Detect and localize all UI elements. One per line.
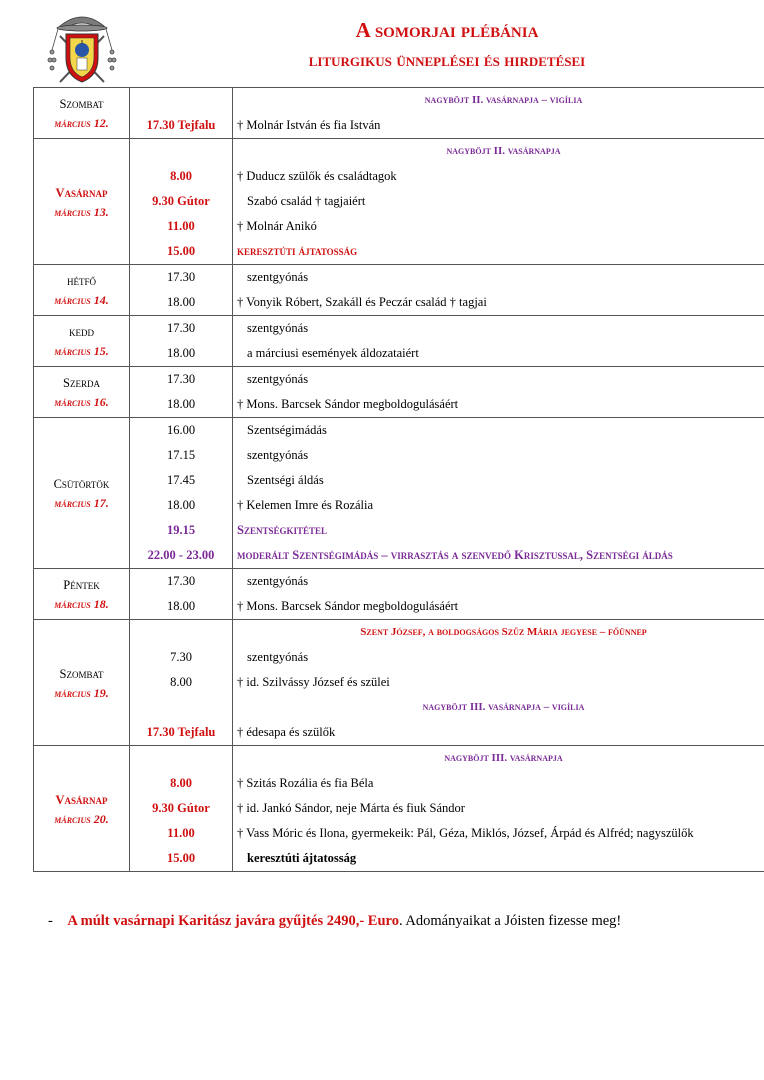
liturgical-heading: nagyböjt II. vasárnapja xyxy=(446,145,561,157)
day-name: hétfő xyxy=(67,274,96,288)
event-text: szentgyónás xyxy=(247,270,309,284)
time-cell xyxy=(130,620,233,746)
event-time xyxy=(130,746,232,771)
event-cell xyxy=(233,88,764,139)
event-cell xyxy=(233,620,764,746)
event-text: † Mons. Barcsek Sándor megboldogulásáért xyxy=(237,599,459,613)
day-row xyxy=(34,316,764,367)
event-time xyxy=(130,695,232,720)
day-row xyxy=(34,265,764,316)
day-cell xyxy=(34,88,130,139)
announcement-dash: - xyxy=(48,913,53,929)
day-date: március 13. xyxy=(54,204,109,219)
event-cell xyxy=(233,316,764,367)
liturgical-heading: nagyböjt III. vasárnapja xyxy=(444,752,563,764)
event-time: 11.00 xyxy=(167,826,195,840)
day-cell xyxy=(34,746,130,872)
event-text: † Mons. Barcsek Sándor megboldogulásáért xyxy=(237,397,459,411)
event-time: 18.00 xyxy=(166,599,196,613)
day-cell xyxy=(34,620,130,746)
day-cell xyxy=(34,265,130,316)
page-subtitle: liturgikus ünneplései és hirdetései xyxy=(308,50,586,70)
event-time: 16.00 xyxy=(166,423,196,437)
event-cell xyxy=(233,367,764,418)
day-row xyxy=(34,367,764,418)
time-cell xyxy=(130,139,233,265)
event-time: 17.30 Tejfalu xyxy=(146,725,216,739)
event-cell xyxy=(233,569,764,620)
announcement-text: . Adományaikat a Jóisten fizesse meg! xyxy=(398,913,622,929)
day-row xyxy=(34,620,764,746)
event-text: † Molnár Anikó xyxy=(237,219,317,233)
event-time: 17.45 xyxy=(166,473,196,487)
event-time: 18.00 xyxy=(166,498,196,512)
event-text: szentgyónás xyxy=(247,321,309,335)
day-row xyxy=(34,569,764,620)
event-text: † Kelemen Imre és Rozália xyxy=(237,498,374,512)
event-text: † Vonyik Róbert, Szakáll és Peczár család † tagjai xyxy=(237,295,487,309)
time-cell xyxy=(130,316,233,367)
day-cell xyxy=(34,316,130,367)
event-cell xyxy=(233,265,764,316)
day-cell xyxy=(34,367,130,418)
event-time: 15.00 xyxy=(166,244,196,258)
day-name: Péntek xyxy=(63,578,100,592)
event-time: 7.30 xyxy=(170,650,192,664)
day-name: Csütörtök xyxy=(53,477,110,491)
event-text: † Molnár István és fia István xyxy=(237,118,381,132)
liturgical-heading: nagyböjt III. vasárnapja – vigília xyxy=(422,701,585,713)
event-cell xyxy=(233,418,764,569)
day-name: kedd xyxy=(69,325,94,339)
event-text: Szentségi áldás xyxy=(247,473,324,487)
day-date: március 12. xyxy=(54,116,109,130)
event-time: 22.00 - 23.00 xyxy=(147,548,215,562)
event-text: szentgyónás xyxy=(247,372,309,386)
time-cell xyxy=(130,88,233,139)
event-time: 18.00 xyxy=(166,295,196,309)
announcement-highlight: A múlt vasárnapi Karitász javára gyűjtés 2490,- Euro xyxy=(67,913,399,929)
event-text: † Duducz szülők és családtagok xyxy=(237,169,397,183)
day-name: Vasárnap xyxy=(55,185,108,200)
day-row xyxy=(34,418,764,569)
event-time xyxy=(130,88,232,113)
event-time: 8.00 xyxy=(170,675,192,689)
event-time: 17.30 xyxy=(166,372,196,386)
day-row xyxy=(34,139,764,265)
time-cell xyxy=(130,418,233,569)
day-row xyxy=(34,88,764,139)
event-text: szentgyónás xyxy=(247,574,309,588)
day-date: március 16. xyxy=(54,395,109,409)
event-time: 17.30 Tejfalu xyxy=(146,118,216,132)
event-time: 11.00 xyxy=(167,219,195,233)
event-text: moderált Szentségimádás – virrasztás a szenvedő Krisztussal, Szentségi áldás xyxy=(237,548,673,562)
event-text: † id. Szilvássy József és szülei xyxy=(237,675,390,689)
day-row xyxy=(34,746,764,872)
event-time: 9.30 Gútor xyxy=(152,801,210,815)
event-time: 8.00 xyxy=(170,169,192,183)
announcement xyxy=(48,913,621,930)
event-time: 17.30 xyxy=(166,321,196,335)
day-cell xyxy=(34,139,130,265)
day-cell xyxy=(34,418,130,569)
event-time: 9.30 Gútor xyxy=(152,194,210,208)
event-time: 18.00 xyxy=(166,397,196,411)
event-time: 15.00 xyxy=(166,851,196,865)
event-cell xyxy=(233,139,764,265)
event-time xyxy=(130,139,232,164)
time-cell xyxy=(130,746,233,872)
day-date: március 17. xyxy=(54,496,109,510)
event-text: † édesapa és szülők xyxy=(237,725,336,739)
day-name: Szombat xyxy=(59,97,104,111)
time-cell xyxy=(130,569,233,620)
event-text: keresztúti ájtatosság xyxy=(237,244,358,258)
day-date: március 20. xyxy=(54,811,109,826)
event-text: a márciusi események áldozataiért xyxy=(247,346,419,360)
day-date: március 15. xyxy=(54,344,109,358)
event-text: Szentségimádás xyxy=(247,423,327,437)
time-cell xyxy=(130,265,233,316)
event-text: szentgyónás xyxy=(247,448,309,462)
day-name: Vasárnap xyxy=(55,792,108,807)
liturgical-heading: Szent József, a boldogságos Szűz Mária jegyese – főünnep xyxy=(360,626,647,638)
event-text: keresztúti ájtatosság xyxy=(247,851,357,865)
day-name: Szerda xyxy=(63,376,100,390)
event-text: † id. Jankó Sándor, neje Márta és fiuk Sándor xyxy=(237,801,465,815)
event-text: szentgyónás xyxy=(247,650,309,664)
event-time: 19.15 xyxy=(166,523,196,537)
event-cell xyxy=(233,746,764,872)
liturgical-heading: nagyböjt II. vasárnapja – vigília xyxy=(424,94,583,106)
event-time: 18.00 xyxy=(166,346,196,360)
day-name: Szombat xyxy=(59,666,104,681)
day-date: március 14. xyxy=(54,293,109,307)
event-time: 17.15 xyxy=(166,448,196,462)
event-time: 8.00 xyxy=(170,776,192,790)
event-text: Szabó család † tagjaiért xyxy=(247,194,366,208)
day-cell xyxy=(34,569,130,620)
event-time: 17.30 xyxy=(166,574,196,588)
event-text: † Vass Móric és Ilona, gyermekeik: Pál, Géza, Miklós, József, Árpád és Alfréd; nagyszülők xyxy=(237,826,694,840)
time-cell xyxy=(130,367,233,418)
event-text: Szentségkitétel xyxy=(237,523,327,537)
event-time: 17.30 xyxy=(166,270,196,284)
page-title: A somorjai plébánia xyxy=(355,18,539,42)
schedule-table xyxy=(33,87,764,872)
event-text: † Szitás Rozália és fia Béla xyxy=(237,776,374,790)
day-date: március 19. xyxy=(54,685,109,700)
event-time xyxy=(130,620,232,645)
day-date: március 18. xyxy=(54,597,109,611)
